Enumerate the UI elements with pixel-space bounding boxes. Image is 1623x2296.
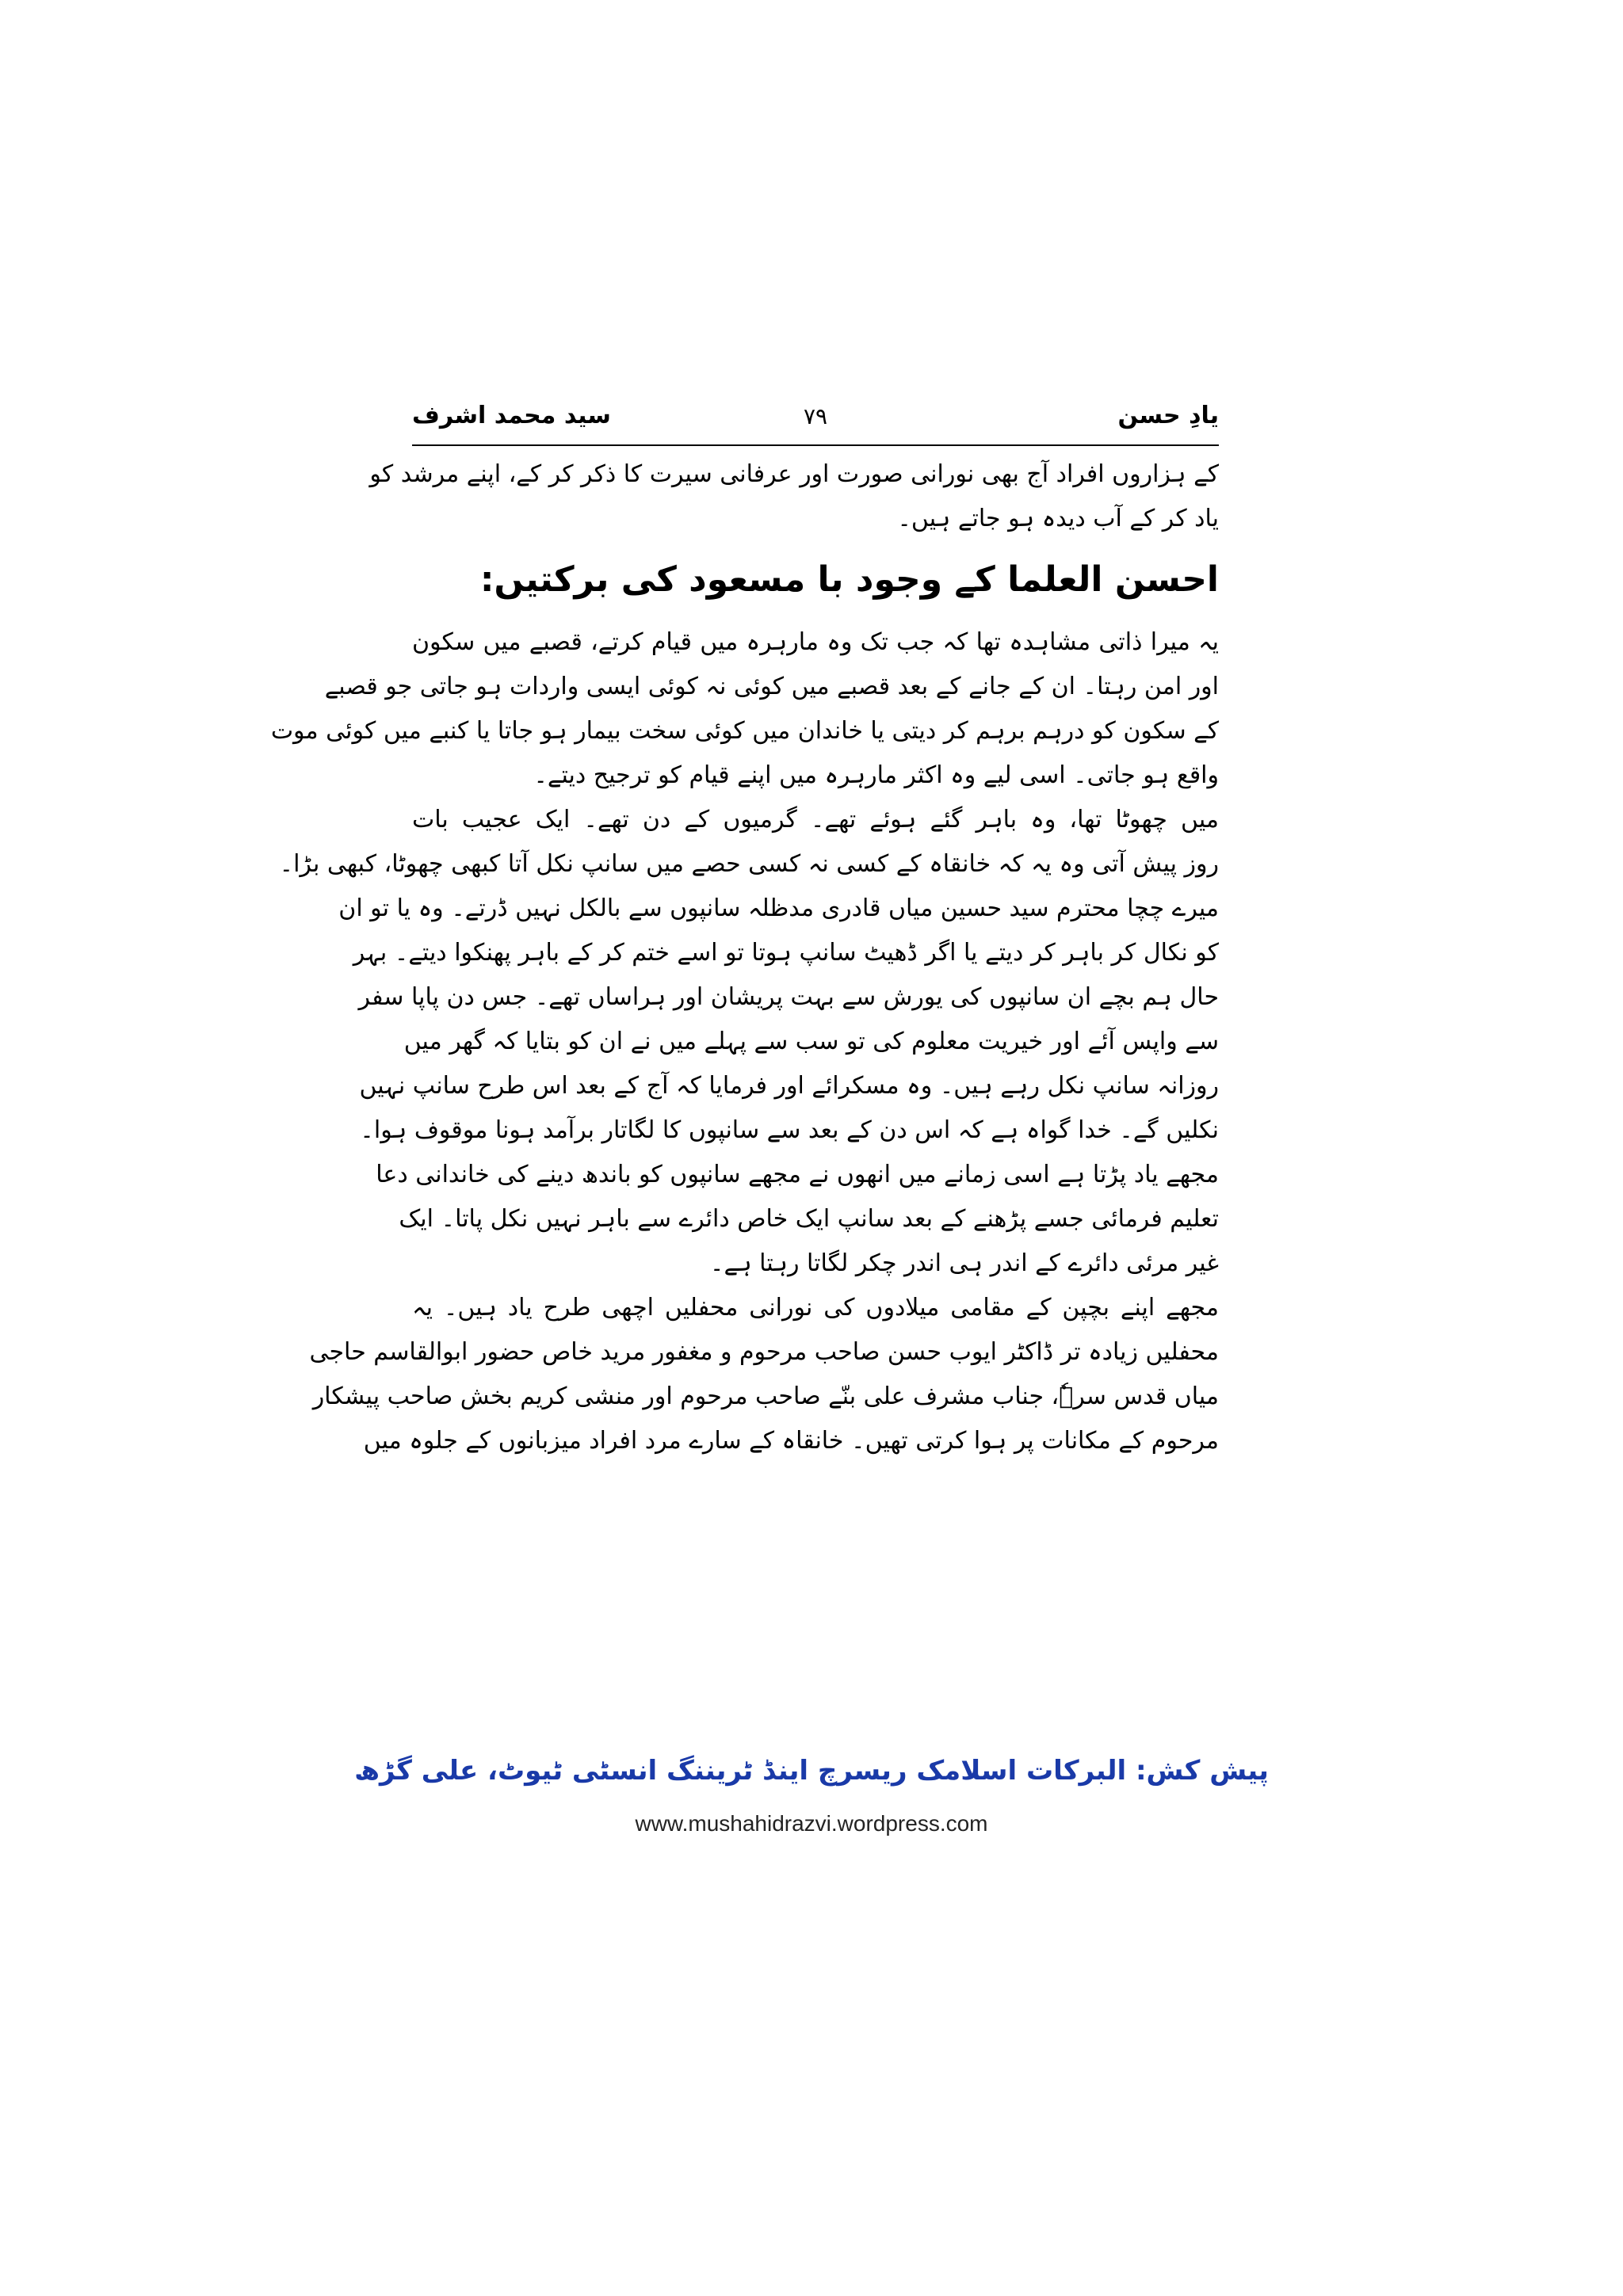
- text-line: کو نکال کر باہر کر دیتے یا اگر ڈھیٹ سانپ ہوتا تو اسے ختم کر کے باہر پھنکوا دیتے۔ بہر: [353, 939, 1219, 967]
- text-line: سے واپس آئے اور خیریت معلوم کی تو سب سے پہلے میں نے ان کو بتایا کہ گھر میں: [403, 1028, 1219, 1055]
- text-line: میرے چچا محترم سید حسین میاں قادری مدظلہ سانپوں سے بالکل نہیں ڈرتے۔ وہ یا تو ان: [338, 894, 1219, 922]
- text-line: اور امن رہتا۔ ان کے جانے کے بعد قصبے میں کوئی نہ کوئی ایسی واردات ہو جاتی جو قصبے: [324, 673, 1219, 700]
- text-line: روز پیش آتی وہ یہ کہ خانقاہ کے کسی نہ کسی حصے میں سانپ نکل آتا کبھی چھوٹا، کبھی بڑا۔: [279, 850, 1219, 878]
- page: [270, 400, 1219, 1463]
- text-line: حال ہم بچے ان سانپوں کی یورش سے بہت پریشان اور ہراساں تھے۔ جس دن پاپا سفر: [358, 983, 1219, 1011]
- paragraph-2: [279, 798, 1219, 1286]
- text-line: غیر مرئی دائرے کے اندر ہی اندر چکر لگاتا رہتا ہے۔: [709, 1249, 1219, 1277]
- text-line: محفلیں زیادہ تر ڈاکٹر ایوب حسن صاحب مرحوم و مغفور مرید خاص حضور ابوالقاسم حاجی: [309, 1338, 1219, 1366]
- text-line: کے سکون کو درہم برہم کر دیتی یا خاندان میں کوئی سخت بیمار ہو جاتا یا کنبے میں کوئی موت: [270, 717, 1219, 745]
- book-title: یادِ حسن: [1117, 402, 1219, 429]
- text-line: روزانہ سانپ نکل رہے ہیں۔ وہ مسکرائے اور فرمایا کہ آج کے بعد اس طرح سانپ نہیں: [359, 1072, 1219, 1100]
- text-line: مجھے اپنے بچپن کے مقامی میلادوں کی نورانی محفلیں اچھی طرح یاد ہیں۔ یہ: [412, 1294, 1219, 1322]
- text-line: میں چھوٹا تھا، وہ باہر گئے ہوئے تھے۔ گرمیوں کے دن تھے۔ ایک عجیب بات: [412, 806, 1219, 833]
- page-number: ۷۹: [803, 403, 828, 429]
- text-line: مجھے یاد پڑتا ہے اسی زمانے میں انھوں نے مجھے سانپوں کو باندھ دینے کی خاندانی دعا: [376, 1161, 1219, 1188]
- text-line: تعلیم فرمائی جسے پڑھنے کے بعد سانپ ایک خاص دائرے سے باہر نہیں نکل پاتا۔ ایک: [399, 1205, 1219, 1233]
- publisher-credit: پیش کش: البرکات اسلامک ریسرچ اینڈ ٹریننگ انسٹی ٹیوٹ، علی گڑھ: [354, 1755, 1269, 1787]
- website-link[interactable]: www.mushahidrazvi.wordpress.com: [635, 1811, 988, 1836]
- text-line: کے ہزاروں افراد آج بھی نورانی صورت اور عرفانی سیرت کا ذکر کر کے، اپنے مرشد کو: [369, 460, 1219, 488]
- text-line: نکلیں گے۔ خدا گواہ ہے کہ اس دن کے بعد سے سانپوں کا لگاتار برآمد ہونا موقوف ہوا۔: [360, 1116, 1219, 1144]
- paragraph-1: [270, 620, 1219, 798]
- text-line: یہ میرا ذاتی مشاہدہ تھا کہ جب تک وہ مارہرہ میں قیام کرتے، قصبے میں سکون: [412, 628, 1219, 656]
- paragraph-3: [309, 1286, 1219, 1463]
- intro-paragraph: [369, 452, 1219, 541]
- page-header: [412, 400, 1219, 446]
- section-heading: احسن العلما کے وجود با مسعود کی برکتیں:: [479, 559, 1219, 600]
- author-name: سید محمد اشرف: [412, 402, 611, 429]
- text-line: واقع ہو جاتی۔ اسی لیے وہ اکثر مارہرہ میں اپنے قیام کو ترجیح دیتے۔: [533, 761, 1219, 789]
- text-line: مرحوم کے مکانات پر ہوا کرتی تھیں۔ خانقاہ کے سارے مرد افراد میزبانوں کے جلوہ میں: [363, 1427, 1219, 1455]
- page-footer: [0, 1747, 1623, 1844]
- text-line: یاد کر کے آب دیدہ ہو جاتے ہیں۔: [897, 505, 1219, 532]
- text-line: میاں قدس سرہٗ، جناب مشرف علی بنّے صاحب مرحوم اور منشی کریم بخش صاحب پیشکار: [312, 1383, 1219, 1410]
